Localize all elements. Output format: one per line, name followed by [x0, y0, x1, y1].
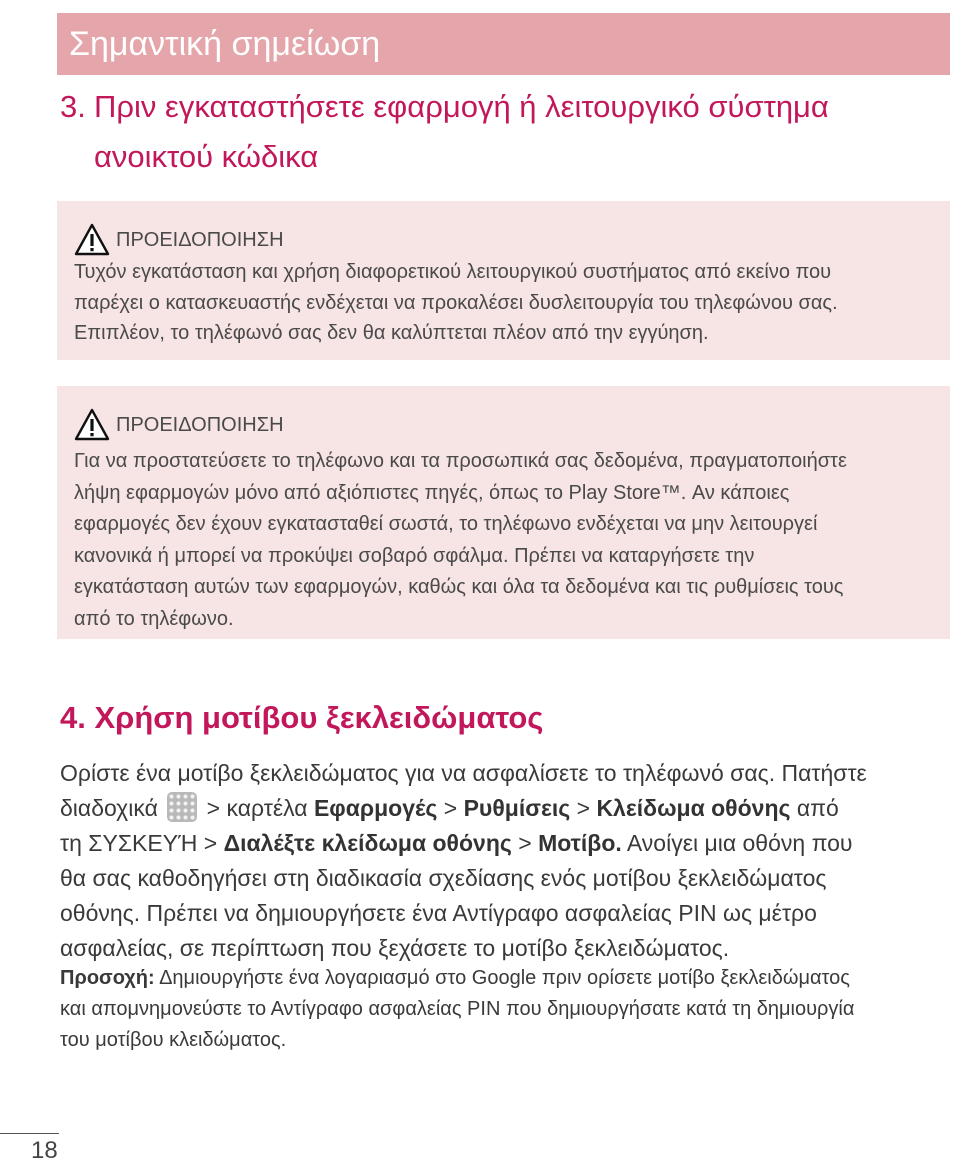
section-3-heading: [60, 82, 940, 182]
warning-label: ΠΡΟΕΙΔΟΠΟΙΗΣΗ: [116, 228, 284, 251]
warning-text-line: Τυχόν εγκατάσταση και χρήση διαφορετικού λειτουργικού συστήματος από εκείνο που: [74, 261, 832, 283]
warning-label: ΠΡΟΕΙΔΟΠΟΙΗΣΗ: [116, 413, 284, 436]
warning-triangle-icon: [74, 223, 110, 257]
paragraph-text: τη ΣΥΣΚΕΥΉ >: [60, 830, 224, 856]
paragraph-text: > καρτέλα: [200, 795, 314, 821]
menu-path-select-lock: Διαλέξτε κλείδωμα οθόνης: [223, 830, 512, 856]
warning-text-line: λήψη εφαρμογών μόνο από αξιόπιστες πηγές, όπως το Play Store™. Αν κάποιες: [74, 481, 790, 504]
warning-text-line: εγκατάσταση αυτών των εφαρμογών, καθώς και όλα τα δεδομένα και τις ρυθμίσεις τους: [74, 576, 844, 598]
warning-header: [74, 223, 950, 257]
path-separator: >: [511, 830, 539, 856]
warning-text-line: παρέχει ο κατασκευαστής ενδέχεται να προκαλέσει δυσλειτουργία του τηλεφώνου σας.: [74, 291, 838, 314]
paragraph-line: θα σας καθοδηγήσει στη διαδικασία σχεδίασης ενός μοτίβου ξεκλειδώματος: [60, 865, 827, 891]
menu-path-apps: Εφαρμογές: [313, 795, 438, 821]
section-4-heading: 4. Χρήση μοτίβου ξεκλειδώματος: [60, 700, 544, 735]
menu-path-settings: Ρυθμίσεις: [463, 795, 571, 821]
apps-grid-icon: [167, 792, 197, 822]
warning-text-line: κανονικά ή μπορεί να προκύψει σοβαρό σφάλμα. Πρέπει να καταργήσετε την: [74, 544, 755, 567]
warning-header: [74, 408, 950, 442]
paragraph-text: διαδοχικά: [60, 795, 158, 821]
warning-text-line: εφαρμογές δεν έχουν εγκατασταθεί σωστά, το τηλέφωνο ενδέχεται να μην λειτουργεί: [74, 513, 818, 535]
page-header-bar: [57, 13, 950, 75]
section-3-title-line2: ανοικτού κώδικα: [94, 139, 319, 174]
path-separator: >: [437, 795, 464, 821]
menu-path-lock-screen: Κλείδωμα οθόνης: [596, 795, 791, 821]
warning-triangle-icon: [74, 408, 110, 442]
caution-note: [60, 963, 950, 1056]
section-3-title-line1: Πριν εγκαταστήσετε εφαρμογή ή λειτουργικό σύστημα: [94, 89, 829, 124]
warning-text: [74, 257, 950, 349]
paragraph-line: Ορίστε ένα μοτίβο ξεκλειδώματος για να ασφαλίσετε το τηλέφωνό σας. Πατήστε: [60, 760, 867, 786]
warning-text: [74, 446, 950, 635]
warning-text-line: από το τηλέφωνο.: [74, 607, 234, 630]
section-3-number: 3.: [60, 89, 86, 124]
note-line: και απομνημονεύστε το Αντίγραφο ασφαλείας PIN που δημιουργήσατε κατά τη δημιουργία: [60, 998, 855, 1020]
page-header-title: Σημαντική σημείωση: [69, 25, 381, 63]
note-line: του μοτίβου κλειδώματος.: [60, 1029, 287, 1051]
paragraph-line: ασφαλείας, σε περίπτωση που ξεχάσετε το μοτίβο ξεκλειδώματος.: [60, 935, 730, 961]
section-4-paragraph: [60, 756, 950, 966]
caution-label: Προσοχή:: [60, 967, 155, 989]
menu-path-pattern: Μοτίβο.: [538, 830, 622, 856]
path-separator: >: [570, 795, 597, 821]
note-line: Δημιουργήστε ένα λογαριασμό στο Google πριν ορίσετε μοτίβο ξεκλειδώματος: [154, 967, 850, 989]
page-number: 18: [31, 1137, 58, 1164]
warning-text-line: Για να προστατεύσετε το τηλέφωνο και τα προσωπικά σας δεδομένα, πραγματοποιήστε: [74, 450, 847, 472]
page-number-rule: [0, 1133, 59, 1134]
paragraph-text: Ανοίγει μια οθόνη που: [621, 830, 853, 856]
warning-box-os: [57, 201, 950, 360]
paragraph-text: από: [790, 795, 839, 821]
paragraph-line: οθόνης. Πρέπει να δημιουργήσετε ένα Αντίγραφο ασφαλείας PIN ως μέτρο: [60, 900, 817, 926]
warning-box-apps: [57, 386, 950, 639]
warning-text-line: Επιπλέον, το τηλέφωνό σας δεν θα καλύπτεται πλέον από την εγγύηση.: [74, 322, 709, 344]
